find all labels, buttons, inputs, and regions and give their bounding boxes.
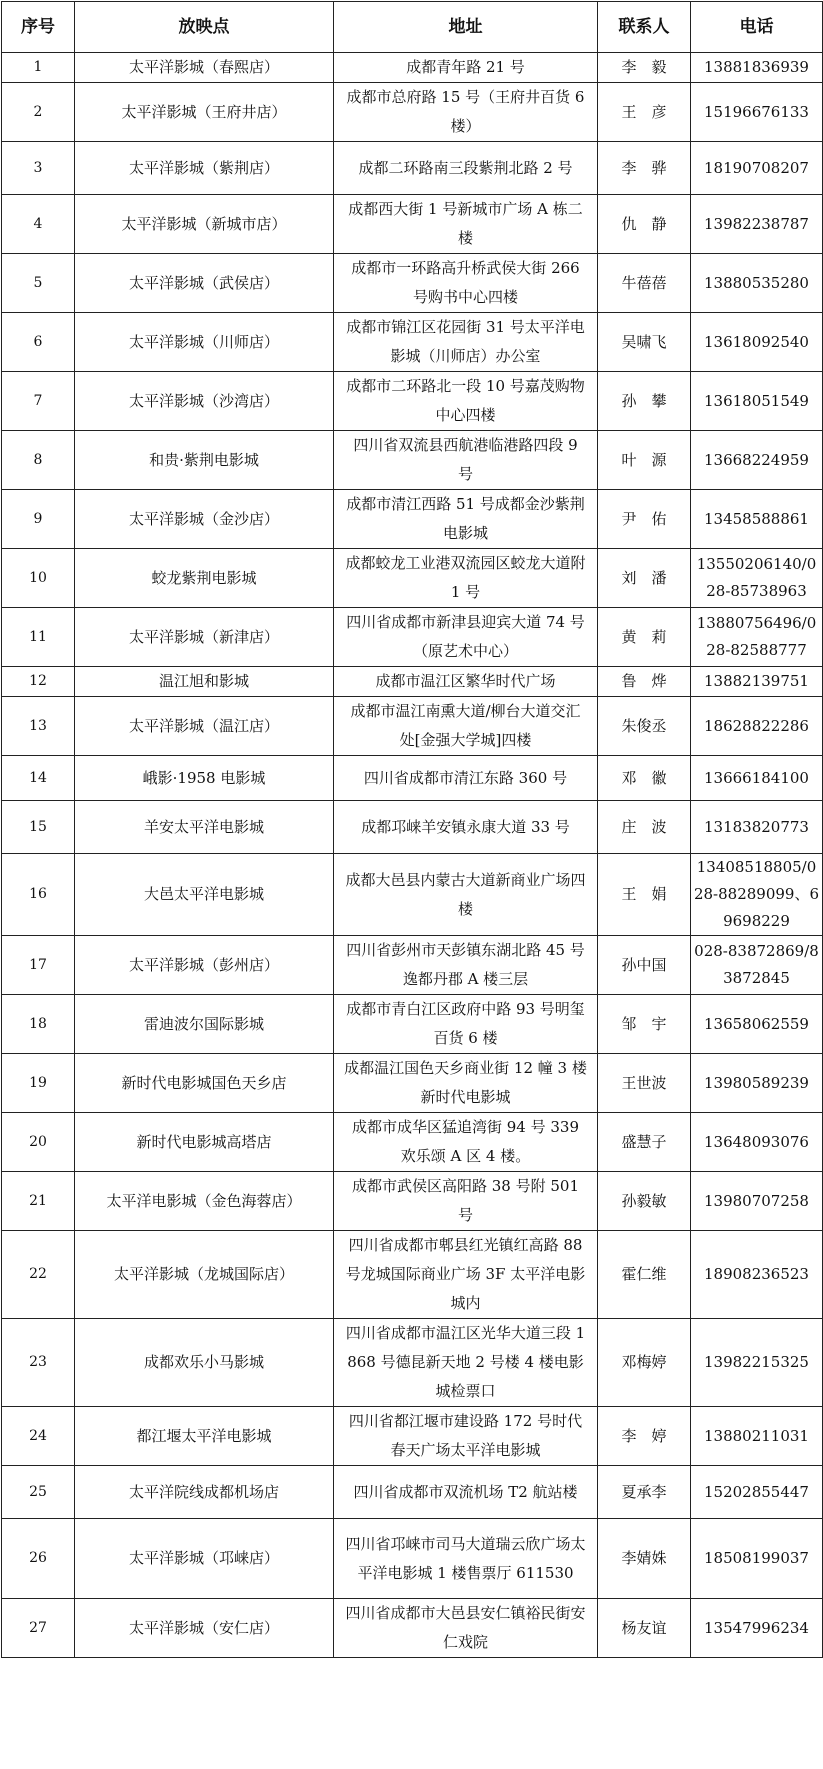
table-row [2, 549, 823, 608]
row-venue: 太平洋影城（新津店） [75, 608, 334, 667]
row-address: 成都市青白江区政府中路 93 号明玺百货 6 楼 [334, 995, 598, 1054]
row-address: 四川省成都市温江区光华大道三段 1868 号德昆新天地 2 号楼 4 楼电影城检票口 [334, 1319, 598, 1407]
row-contact: 叶 源 [598, 431, 691, 490]
row-phone: 028-83872869/83872845 [691, 936, 823, 995]
row-index: 12 [2, 667, 75, 697]
row-venue: 太平洋影城（彭州店） [75, 936, 334, 995]
row-address: 成都市一环路高升桥武侯大街 266 号购书中心四楼 [334, 254, 598, 313]
row-venue: 太平洋电影城（金色海蓉店） [75, 1172, 334, 1231]
row-contact: 王 娟 [598, 854, 691, 936]
row-venue: 太平洋影城（春熙店） [75, 53, 334, 83]
row-index: 25 [2, 1466, 75, 1519]
header-venue: 放映点 [75, 2, 334, 53]
row-venue: 太平洋影城（紫荆店） [75, 142, 334, 195]
row-index: 21 [2, 1172, 75, 1231]
row-contact: 李 婷 [598, 1407, 691, 1466]
row-address: 成都市温江区繁华时代广场 [334, 667, 598, 697]
table-row [2, 1113, 823, 1172]
row-venue: 太平洋院线成都机场店 [75, 1466, 334, 1519]
row-address: 成都蛟龙工业港双流园区蛟龙大道附 1 号 [334, 549, 598, 608]
row-index: 5 [2, 254, 75, 313]
row-address: 成都市温江南熏大道/柳台大道交汇处[金强大学城]四楼 [334, 697, 598, 756]
row-venue: 羊安太平洋电影城 [75, 801, 334, 854]
table-row [2, 1407, 823, 1466]
row-phone: 18628822286 [691, 697, 823, 756]
row-contact: 刘 潘 [598, 549, 691, 608]
row-venue: 太平洋影城（王府井店） [75, 83, 334, 142]
row-address: 成都二环路南三段紫荆北路 2 号 [334, 142, 598, 195]
table-row [2, 854, 823, 936]
table-row [2, 801, 823, 854]
row-phone: 13880756496/028-82588777 [691, 608, 823, 667]
row-contact: 邹 宇 [598, 995, 691, 1054]
row-venue: 都江堰太平洋电影城 [75, 1407, 334, 1466]
table-row [2, 490, 823, 549]
table-row [2, 667, 823, 697]
row-venue: 太平洋影城（金沙店） [75, 490, 334, 549]
row-contact: 邓梅婷 [598, 1319, 691, 1407]
table-row [2, 431, 823, 490]
row-venue: 大邑太平洋电影城 [75, 854, 334, 936]
row-address: 成都市二环路北一段 10 号嘉茂购物中心四楼 [334, 372, 598, 431]
row-contact: 邓 徽 [598, 756, 691, 801]
row-address: 四川省成都市清江东路 360 号 [334, 756, 598, 801]
row-contact: 孙毅敏 [598, 1172, 691, 1231]
row-address: 四川省成都市郫县红光镇红高路 88 号龙城国际商业广场 3F 太平洋电影城内 [334, 1231, 598, 1319]
row-index: 19 [2, 1054, 75, 1113]
row-contact: 朱俊丞 [598, 697, 691, 756]
row-contact: 王世波 [598, 1054, 691, 1113]
table-row [2, 195, 823, 254]
row-phone: 13618051549 [691, 372, 823, 431]
row-phone: 13618092540 [691, 313, 823, 372]
row-index: 22 [2, 1231, 75, 1319]
header-row [2, 2, 823, 53]
row-index: 17 [2, 936, 75, 995]
row-phone: 13880535280 [691, 254, 823, 313]
row-contact: 杨友谊 [598, 1599, 691, 1658]
row-venue: 太平洋影城（川师店） [75, 313, 334, 372]
row-phone: 13982215325 [691, 1319, 823, 1407]
row-contact: 尹 佑 [598, 490, 691, 549]
row-phone: 13458588861 [691, 490, 823, 549]
row-index: 15 [2, 801, 75, 854]
row-index: 11 [2, 608, 75, 667]
row-phone: 13980589239 [691, 1054, 823, 1113]
row-index: 26 [2, 1519, 75, 1599]
row-address: 四川省成都市大邑县安仁镇裕民街安仁戏院 [334, 1599, 598, 1658]
row-venue: 新时代电影城高塔店 [75, 1113, 334, 1172]
row-index: 4 [2, 195, 75, 254]
cinema-table [1, 1, 823, 1658]
row-index: 7 [2, 372, 75, 431]
table-row [2, 254, 823, 313]
row-address: 四川省双流县西航港临港路四段 9 号 [334, 431, 598, 490]
row-venue: 太平洋影城（安仁店） [75, 1599, 334, 1658]
row-index: 23 [2, 1319, 75, 1407]
row-phone: 15196676133 [691, 83, 823, 142]
row-contact: 孙 攀 [598, 372, 691, 431]
row-phone: 13658062559 [691, 995, 823, 1054]
row-address: 成都市锦江区花园街 31 号太平洋电影城（川师店）办公室 [334, 313, 598, 372]
header-address: 地址 [334, 2, 598, 53]
row-index: 18 [2, 995, 75, 1054]
row-index: 9 [2, 490, 75, 549]
row-venue: 太平洋影城（邛崃店） [75, 1519, 334, 1599]
row-contact: 鲁 烨 [598, 667, 691, 697]
row-address: 成都西大街 1 号新城市广场 A 栋二楼 [334, 195, 598, 254]
table-row [2, 995, 823, 1054]
table-row [2, 1466, 823, 1519]
row-phone: 18908236523 [691, 1231, 823, 1319]
row-address: 四川省邛崃市司马大道瑞云欣广场太平洋电影城 1 楼售票厅 611530 [334, 1519, 598, 1599]
row-index: 27 [2, 1599, 75, 1658]
row-phone: 13547996234 [691, 1599, 823, 1658]
row-contact: 盛慧子 [598, 1113, 691, 1172]
row-venue: 太平洋影城（沙湾店） [75, 372, 334, 431]
row-index: 1 [2, 53, 75, 83]
row-contact: 黄 莉 [598, 608, 691, 667]
row-index: 10 [2, 549, 75, 608]
table-row [2, 313, 823, 372]
table-row [2, 1054, 823, 1113]
row-phone: 13881836939 [691, 53, 823, 83]
header-index: 序号 [2, 2, 75, 53]
row-phone: 13880211031 [691, 1407, 823, 1466]
row-phone: 13882139751 [691, 667, 823, 697]
table-row [2, 83, 823, 142]
row-phone: 13982238787 [691, 195, 823, 254]
row-venue: 雷迪波尔国际影城 [75, 995, 334, 1054]
row-address: 四川省都江堰市建设路 172 号时代春天广场太平洋电影城 [334, 1407, 598, 1466]
row-phone: 13668224959 [691, 431, 823, 490]
table-row [2, 936, 823, 995]
row-phone: 13980707258 [691, 1172, 823, 1231]
row-index: 2 [2, 83, 75, 142]
row-address: 成都市清江西路 51 号成都金沙紫荆电影城 [334, 490, 598, 549]
row-address: 四川省成都市双流机场 T2 航站楼 [334, 1466, 598, 1519]
row-index: 20 [2, 1113, 75, 1172]
row-phone: 13408518805/028-88289099、69698229 [691, 854, 823, 936]
row-contact: 仇 静 [598, 195, 691, 254]
row-address: 四川省成都市新津县迎宾大道 74 号（原艺术中心） [334, 608, 598, 667]
row-address: 成都大邑县内蒙古大道新商业广场四楼 [334, 854, 598, 936]
row-address: 四川省彭州市天彭镇东湖北路 45 号逸都丹郡 A 楼三层 [334, 936, 598, 995]
row-phone: 18508199037 [691, 1519, 823, 1599]
row-contact: 李 骅 [598, 142, 691, 195]
row-venue: 太平洋影城（温江店） [75, 697, 334, 756]
row-contact: 夏承李 [598, 1466, 691, 1519]
table-row [2, 142, 823, 195]
row-index: 8 [2, 431, 75, 490]
table-row [2, 1172, 823, 1231]
table-row [2, 372, 823, 431]
row-phone: 13648093076 [691, 1113, 823, 1172]
row-venue: 峨影·1958 电影城 [75, 756, 334, 801]
row-contact: 孙中国 [598, 936, 691, 995]
row-address: 成都市武侯区高阳路 38 号附 501 号 [334, 1172, 598, 1231]
row-venue: 和贵·紫荆电影城 [75, 431, 334, 490]
row-venue: 新时代电影城国色天乡店 [75, 1054, 334, 1113]
table-row [2, 697, 823, 756]
row-venue: 太平洋影城（龙城国际店） [75, 1231, 334, 1319]
row-address: 成都温江国色天乡商业街 12 幢 3 楼新时代电影城 [334, 1054, 598, 1113]
row-venue: 太平洋影城（武侯店） [75, 254, 334, 313]
row-phone: 15202855447 [691, 1466, 823, 1519]
row-index: 16 [2, 854, 75, 936]
table-row [2, 1519, 823, 1599]
row-index: 14 [2, 756, 75, 801]
row-address: 成都青年路 21 号 [334, 53, 598, 83]
row-index: 13 [2, 697, 75, 756]
row-contact: 霍仁维 [598, 1231, 691, 1319]
row-contact: 牛蓓蓓 [598, 254, 691, 313]
row-contact: 李婧姝 [598, 1519, 691, 1599]
row-address: 成都市总府路 15 号（王府井百货 6 楼） [334, 83, 598, 142]
row-phone: 18190708207 [691, 142, 823, 195]
row-venue: 蛟龙紫荆电影城 [75, 549, 334, 608]
table-row [2, 1599, 823, 1658]
row-venue: 太平洋影城（新城市店） [75, 195, 334, 254]
row-index: 6 [2, 313, 75, 372]
row-phone: 13550206140/028-85738963 [691, 549, 823, 608]
table-row [2, 53, 823, 83]
row-phone: 13666184100 [691, 756, 823, 801]
table-row [2, 756, 823, 801]
row-contact: 李 毅 [598, 53, 691, 83]
row-venue: 温江旭和影城 [75, 667, 334, 697]
row-index: 3 [2, 142, 75, 195]
table-row [2, 608, 823, 667]
header-phone: 电话 [691, 2, 823, 53]
row-address: 成都邛崃羊安镇永康大道 33 号 [334, 801, 598, 854]
row-index: 24 [2, 1407, 75, 1466]
row-contact: 王 彦 [598, 83, 691, 142]
header-contact: 联系人 [598, 2, 691, 53]
row-address: 成都市成华区猛追湾街 94 号 339 欢乐颂 A 区 4 楼。 [334, 1113, 598, 1172]
row-venue: 成都欢乐小马影城 [75, 1319, 334, 1407]
row-contact: 吴啸飞 [598, 313, 691, 372]
table-row [2, 1319, 823, 1407]
row-phone: 13183820773 [691, 801, 823, 854]
table-row [2, 1231, 823, 1319]
row-contact: 庄 波 [598, 801, 691, 854]
